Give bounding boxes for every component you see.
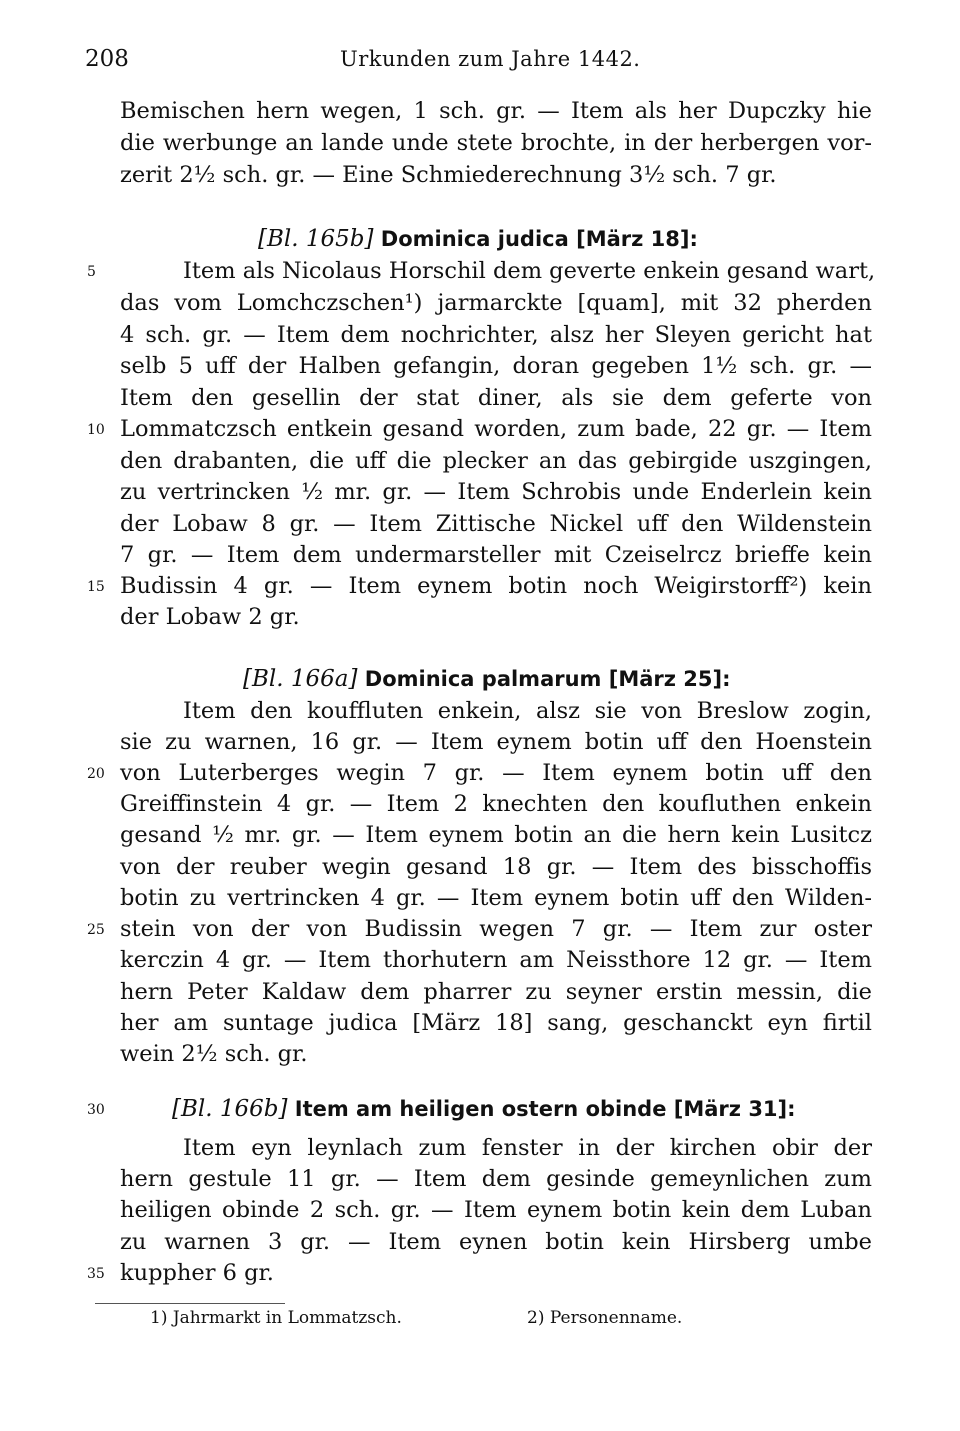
text-line: hern Peter Kaldaw dem pharrer zu seyner erstin messin, die [120, 979, 872, 1005]
page-number: 208 [85, 46, 129, 72]
text-line: von Luterberges wegin 7 gr. — Item eynem botin uff den [120, 760, 872, 786]
text-line: gesand ½ mr. gr. — Item eynem botin an die hern kein Lusitcz [120, 822, 872, 848]
text-line: von der reuber wegin gesand 18 gr. — Item des bisschoffis [120, 854, 872, 880]
text-line: Budissin 4 gr. — Item eynem botin noch Weigirstorff²) kein [120, 573, 872, 599]
text-line: zu warnen 3 gr. — Item eynen botin kein Hirsberg umbe [120, 1229, 872, 1255]
footnote-mark: 1) [150, 1308, 168, 1328]
section-title: Dominica judica [März 18]: [380, 227, 698, 251]
folio-reference: [Bl. 166a] [243, 666, 358, 692]
text-line: die werbunge an lande unde stete brochte, in der herbergen vor- [120, 130, 872, 156]
text-line: das vom Lomchczschen¹) jarmarckte [quam], mit 32 pherden [120, 290, 872, 316]
text-line: sie zu warnen, 16 gr. — Item eynem botin uff den Hoenstein [120, 729, 872, 755]
section-heading [258, 223, 698, 255]
text-line: heiligen obinde 2 sch. gr. — Item eynem botin kein dem Luban [120, 1197, 872, 1223]
text-line: Item als Nicolaus Horschil dem geverte enkein gesand wart, [183, 258, 876, 284]
footnote-text: Personenname. [549, 1308, 683, 1328]
section-heading [243, 663, 731, 695]
text-line: 4 sch. gr. — Item dem nochrichter, alsz her Sleyen gericht hat [120, 322, 872, 348]
section-title: Item am heiligen ostern obinde [März 31]: [294, 1097, 796, 1121]
footnote-text: Jahrmarkt in Lommatzsch. [172, 1308, 402, 1328]
text-line: 7 gr. — Item dem undermarsteller mit Czeiselrcz brieffe kein [120, 542, 872, 568]
text-line: Greiffinstein 4 gr. — Item 2 knechten den koufluthen enkein [120, 791, 872, 817]
section-title: Dominica palmarum [März 25]: [364, 667, 731, 691]
text-line: Item den gesellin der stat diner, als sie dem geferte von [120, 385, 872, 411]
footnote [150, 1306, 402, 1330]
text-line: Item den kouffluten enkein, alsz sie von Breslow zogin, [183, 698, 872, 724]
line-number: 25 [87, 922, 105, 938]
text-line: botin zu vertrincken 4 gr. — Item eynem botin uff den Wilden- [120, 885, 872, 911]
section-heading [172, 1093, 796, 1125]
text-line: den drabanten, die uff die plecker an das gebirgide uszgingen, [120, 448, 872, 474]
footnote [527, 1306, 682, 1330]
text-line: Item eyn leynlach zum fenster in der kirchen obir der [183, 1135, 872, 1161]
line-number: 20 [87, 766, 105, 782]
line-number: 5 [87, 264, 96, 280]
line-number: 15 [87, 579, 105, 595]
text-line: her am suntage judica [März 18] sang, geschanckt eyn firtil [120, 1010, 872, 1036]
folio-reference: [Bl. 165b] [258, 226, 374, 252]
text-line: Bemischen hern wegen, 1 sch. gr. — Item als her Dupczky hie [120, 98, 872, 124]
line-number: 30 [87, 1102, 105, 1118]
footnote-rule [95, 1303, 285, 1304]
text-line: kerczin 4 gr. — Item thorhutern am Neissthore 12 gr. — Item [120, 947, 872, 973]
line-number: 35 [87, 1266, 105, 1282]
footnote-mark: 2) [527, 1308, 545, 1328]
text-line: stein von der von Budissin wegen 7 gr. — Item zur oster [120, 916, 872, 942]
text-line: selb 5 uff der Halben gefangin, doran gegeben 1½ sch. gr. — [120, 353, 872, 379]
text-line: zu vertrincken ½ mr. gr. — Item Schrobis unde Enderlein kein [120, 479, 872, 505]
running-head: Urkunden zum Jahre 1442. [340, 47, 641, 71]
line-number: 10 [87, 422, 105, 438]
text-line: der Lobaw 8 gr. — Item Zittische Nickel uff den Wildenstein [120, 511, 872, 537]
text-line: kuppher 6 gr. [120, 1260, 274, 1286]
text-line: wein 2½ sch. gr. [120, 1041, 308, 1067]
text-line: Lommatczsch entkein gesand worden, zum bade, 22 gr. — Item [120, 416, 872, 442]
text-line: hern gestule 11 gr. — Item dem gesinde gemeynlichen zum [120, 1166, 872, 1192]
folio-reference: [Bl. 166b] [172, 1096, 288, 1122]
text-line: der Lobaw 2 gr. [120, 604, 300, 630]
text-line: zerit 2½ sch. gr. — Eine Schmiederechnung 3½ sch. 7 gr. [120, 162, 777, 188]
